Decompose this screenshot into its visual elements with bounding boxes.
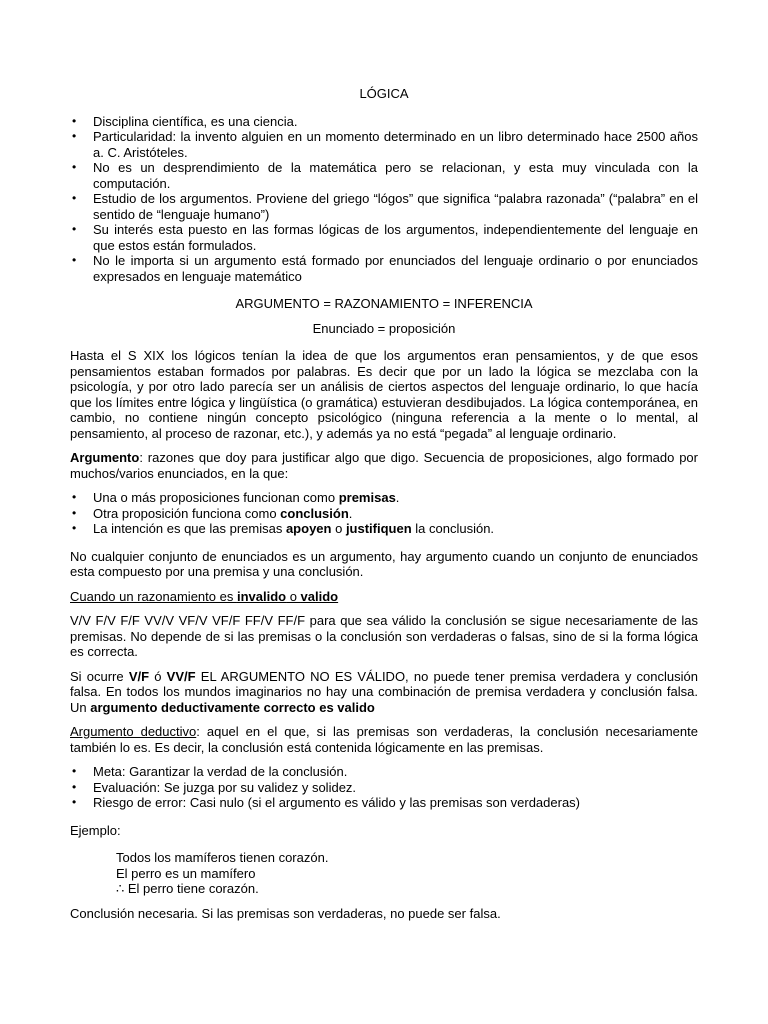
closing-paragraph: Conclusión necesaria. Si las premisas son verdaderas, no puede ser falsa. <box>70 905 501 921</box>
list-item: • Estudio de los argumentos. Proviene del griego “lógos” que significa “palabra razonada” (“palabra” en el sentido de “lenguaje humano”) <box>93 191 698 222</box>
truth-paragraph: V/V F/V F/F VV/V VF/V VF/F FF/V FF/F para que sea válido la conclusión se sigue necesariamente de las premisas. No depende de si las premisas o la conclusión son verdaderas o falsas, sino de si la forma lógica es correcta. <box>70 613 698 659</box>
deductive-term: Argumento deductivo <box>70 724 197 739</box>
example-block <box>70 850 698 897</box>
list-item: • No le importa si un argumento está formado por enunciados del lenguaje ordinario o por enunciados expresados en lenguaje matemático <box>93 253 698 284</box>
list-item <box>93 521 698 537</box>
list-item: • Riesgo de error: Casi nulo (si el argumento es válido y las premisas son verdaderas) <box>93 795 698 811</box>
argumento-text: : razones que doy para justificar algo que digo. Secuencia de proposiciones, algo formado por muchos/varios enunciados, en la que: <box>70 450 698 481</box>
bullet-bold: apoyen <box>285 521 332 536</box>
history-paragraph: Hasta el S XIX los lógicos tenían la idea de que los argumentos eran pensamientos, y de que esos pensamientos estaban formados por palabras. Es decir que por un lado la lógica se mezclaba con la psicología, y por otro lado parecía ser un análisis de ciertos aspectos del lenguaje ordinario, lo que hacía que los límites entre lógica y lingüística (o gramática) estuvieran desdibujados. La lógica contemporánea, en cambio, no contiene ningún concepto psicológico (ninguna referencia a la mente o lo mental, al pensamiento, al proceso de razonar, etc.), y además ya no está “pegada” al lenguaje ordinario. <box>70 348 698 441</box>
paragraph-text: ó <box>149 668 167 684</box>
argumento-term: Argumento <box>70 450 140 465</box>
bullet-bold: premisas <box>338 490 396 505</box>
example-conclusion: ∴ El perro tiene corazón. <box>116 881 259 896</box>
validity-heading <box>70 589 698 605</box>
list-item: • Evaluación: Se juzga por su validez y solidez. <box>93 780 698 796</box>
page-title: LÓGICA <box>359 86 409 101</box>
list-item <box>93 490 698 506</box>
deductive-text: : aquel en el que, si las premisas son verdaderas, la conclusión necesariamente también lo es. Es decir, la conclusión está contenida lógicamente en las premisas. <box>70 724 698 755</box>
paragraph-bold: VV/F <box>166 668 196 684</box>
paragraph-bold: V/F <box>128 668 150 684</box>
paragraph-bold: argumento deductivamente correcto es valido <box>90 699 375 715</box>
bullet-text: o <box>331 521 346 536</box>
deductive-bullet-list <box>70 764 698 811</box>
not-any-paragraph: No cualquier conjunto de enunciados es un argumento, hay argumento cuando un conjunto de enunciados esta compuesto por una premisa y una conclusión. <box>70 548 698 579</box>
paragraph-text: Si ocurre <box>70 668 129 684</box>
intro-bullet-list <box>70 114 698 285</box>
bullet-bold: conclusión <box>280 505 349 521</box>
equation-argumento: ARGUMENTO = RAZONAMIENTO = INFERENCIA <box>235 296 533 311</box>
paragraph-text: EL ARGUMENTO NO ES VÁLIDO, no puede tener premisa verdadera y conclusión falsa. En todos los mundos imaginarios no hay una combinación de premisa verdadera y conclusión falsa. Un <box>70 668 698 715</box>
list-item <box>93 506 698 522</box>
list-item: • Meta: Garantizar la verdad de la conclusión. <box>93 764 698 780</box>
list-item: • Su interés esta puesto en las formas lógicas de los argumentos, independientemente del lenguaje en que estos están formulados. <box>93 222 698 253</box>
invalid-paragraph <box>70 669 698 716</box>
deductive-definition <box>70 724 698 755</box>
argumento-definition <box>70 450 698 481</box>
heading-bold: valido <box>300 588 339 604</box>
bullet-text: . <box>395 490 400 505</box>
bullet-bold: justifiquen <box>345 521 412 536</box>
bullet-text: la conclusión. <box>411 521 495 536</box>
bullet-text: Una o más proposiciones funcionan como <box>93 490 339 505</box>
equation-enunciado: Enunciado = proposición <box>312 320 456 336</box>
example-premise-2: El perro es un mamífero <box>116 865 256 881</box>
list-item: • No es un desprendimiento de la matemática pero se relacionan, y esta muy vinculada con la computación. <box>93 160 698 191</box>
heading-text: Cuando un razonamiento es <box>70 588 237 604</box>
bullet-text: Otra proposición funciona como <box>93 505 281 521</box>
heading-text: o <box>286 588 301 604</box>
example-premise-1: Todos los mamíferos tienen corazón. <box>116 850 329 865</box>
bullet-text: . <box>348 505 353 521</box>
bullet-text: La intención es que las premisas <box>93 521 286 536</box>
list-item: • Particularidad: la invento alguien en un momento determinado en un libro determinado hace 2500 años a. C. Aristóteles. <box>93 129 698 160</box>
heading-bold: invalido <box>236 588 287 604</box>
example-label: Ejemplo: <box>70 822 121 838</box>
argumento-bullet-list <box>70 490 698 537</box>
list-item: • Disciplina científica, es una ciencia. <box>93 114 698 130</box>
